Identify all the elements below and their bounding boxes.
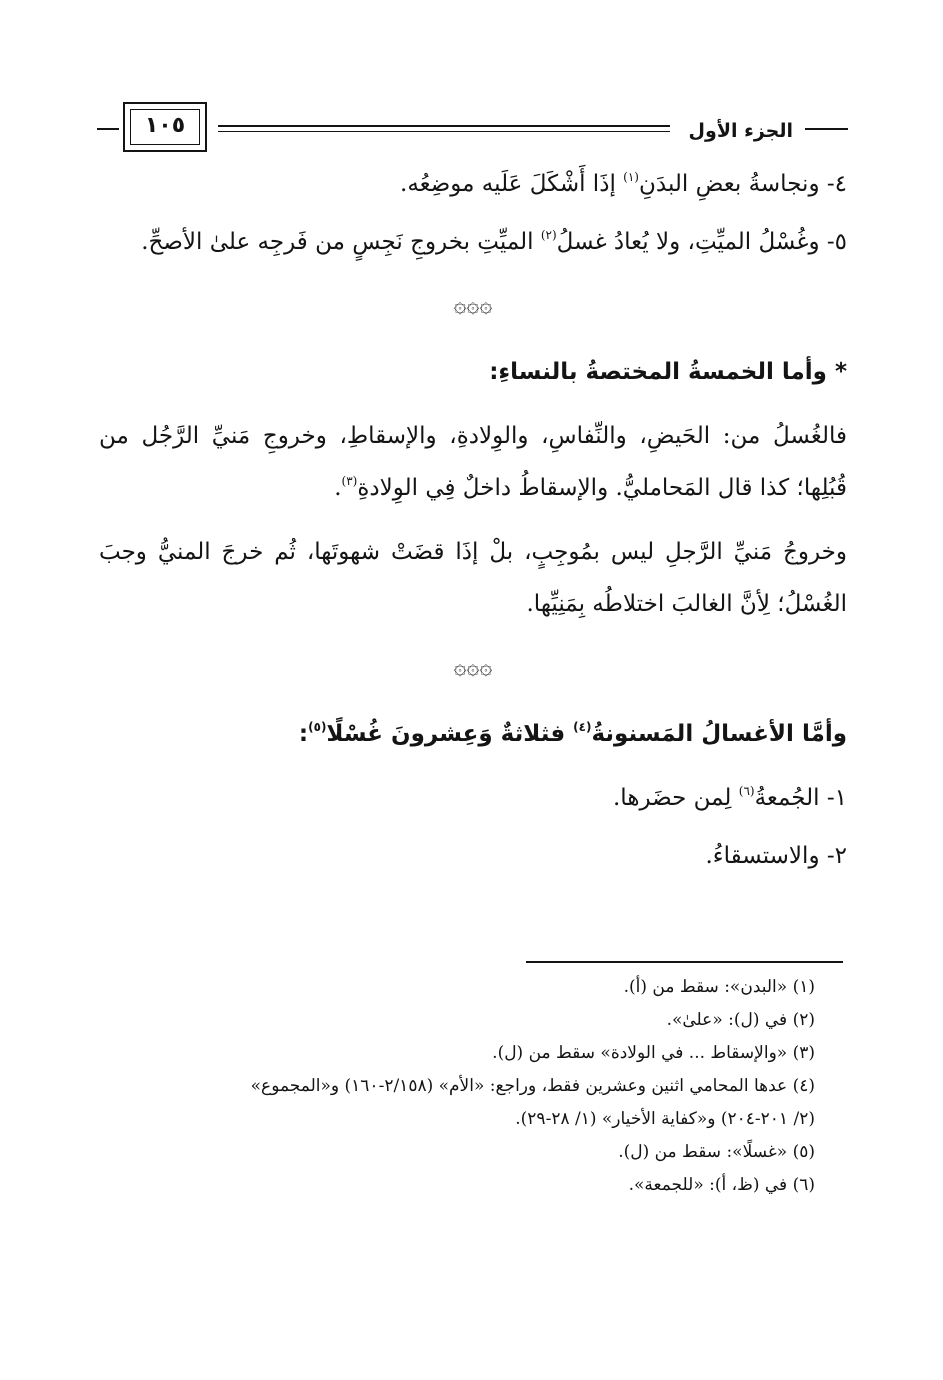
footnote-1: (١) «البدن»: سقط من (أ).	[623, 977, 815, 997]
header-rule-left	[97, 128, 119, 130]
main-text	[99, 158, 847, 894]
footnote-ref-6[interactable]: (٦)	[738, 784, 755, 798]
page-number: ١٠٥	[144, 113, 186, 138]
page-number-box	[123, 102, 207, 152]
section-divider-ornament-2: ۞۞۞	[453, 655, 493, 680]
footnote-4-continued: (٢/ ٢٠١-٢٠٤) و«كفاية الأخيار» (١/ ٢٨-٢٩).	[515, 1109, 815, 1129]
footnote-ref-5[interactable]: (٥)	[308, 720, 327, 734]
women-paragraph: فالغُسلُ من: الحَيضِ، والنِّفاسِ، والوِلادةِ، والإسقاطِ، وخروجِ مَنيِّ الرَّجُل من قُبُلِها؛ كذا قال المَحامليُّ. والإسقاطُ داخلٌ فِي الوِلادةِ$^{(٣)}$.	[99, 423, 847, 501]
women-section-heading: * وأما الخمسةُ المختصةُ بالنساءِ:	[489, 359, 847, 385]
footnote-4: (٤) عدها المحامي اثنين وعشرين فقط، وراجع: «الأم» (٢/١٥٨-١٦٠) و«المجموع»	[250, 1076, 815, 1096]
footnote-3: (٣) «والإسقاط ... في الولادة» سقط من (ل).	[492, 1043, 815, 1063]
semen-paragraph: وخروجُ مَنيِّ الرَّجلِ ليس بمُوجِبٍ، بلْ إذَا قضَتْ شهوتَها، ثُم خرجَ المنيُّ وجبَ الغُسْلُ؛ لِأنَّ الغالبَ اختلاطُه بِمَنِيِّها.	[99, 539, 847, 617]
list-item-2: ٢- والاستسقاءُ.	[705, 843, 847, 869]
volume-title: الجزء الأول	[688, 120, 793, 142]
running-header	[0, 98, 943, 164]
header-rule-right	[805, 128, 848, 130]
sunnah-ghusl-heading: وأمَّا الأغسالُ المَسنونةُ$^{(٤)}$ فثلاثةٌ وَعِشرونَ غُسْلًا$^{(٥)}$:	[298, 720, 847, 747]
list-item-4: ٤- ونجاسةُ بعضِ البدَنِ$^{(١)}$ إذَا أَشْكَلَ عَلَيه موضِعُه.	[400, 170, 847, 197]
footnote-5: (٥) «غسلًا»: سقط من (ل).	[618, 1142, 815, 1162]
header-rule-middle-thin	[218, 131, 670, 132]
footnote-ref-3[interactable]: (٣)	[341, 474, 358, 488]
section-divider-ornament: ۞۞۞	[453, 293, 493, 318]
footnote-6: (٦) في (ظ، أ): «للجمعة».	[628, 1175, 815, 1195]
footnote-ref-2[interactable]: (٢)	[540, 228, 557, 242]
footnote-ref-1[interactable]: (١)	[623, 170, 639, 184]
list-item-5: ٥- وغُسْلُ الميِّتِ، ولا يُعادُ غسلُ$^{(٢)}$ الميِّتِ بخروجِ نَجِسٍ من فَرجِه علىٰ الأصحِّ.	[141, 228, 847, 255]
list-item-1: ١- الجُمعةُ$^{(٦)}$ لِمن حضَرها.	[613, 784, 847, 811]
footnote-2: (٢) في (ل): «علىٰ».	[666, 1010, 815, 1030]
footnotes	[93, 971, 815, 1202]
footnote-ref-4[interactable]: (٤)	[573, 720, 592, 734]
footnote-separator	[526, 961, 843, 963]
header-rule-middle	[218, 125, 670, 127]
